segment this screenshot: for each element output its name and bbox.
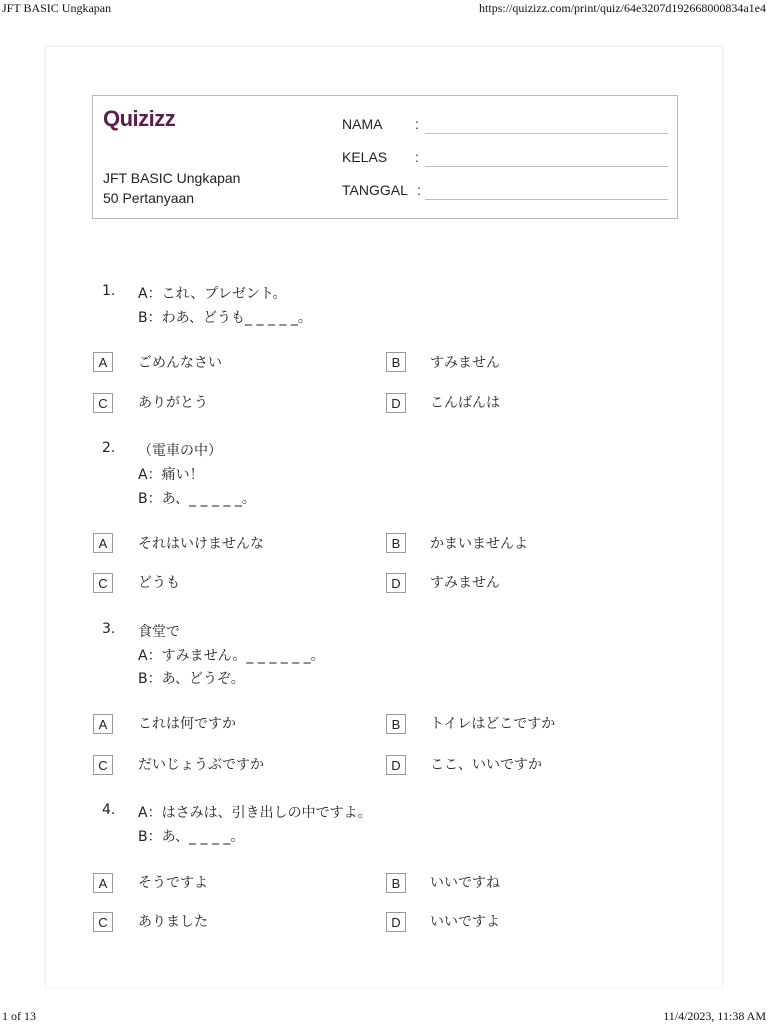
option-text[interactable]: それはいけませんな xyxy=(138,536,264,552)
option-text[interactable]: これは何ですか xyxy=(138,716,236,732)
option-letter-d[interactable]: D xyxy=(386,573,406,593)
option-text[interactable]: だいじょうぶですか xyxy=(138,757,264,773)
option-text[interactable]: いいですね xyxy=(430,875,500,891)
question-text: B：あ、_ _ _ _。 xyxy=(138,829,245,845)
page-counter: 1 of 13 xyxy=(2,1009,36,1023)
option-text[interactable]: すみません xyxy=(430,575,500,591)
option-letter-c[interactable]: C xyxy=(93,573,113,593)
name-line xyxy=(425,133,668,134)
question-text: A：はさみは、引き出しの中ですよ。 xyxy=(138,805,372,821)
question-number: 2. xyxy=(102,440,116,456)
class-label: KELAS xyxy=(342,149,388,165)
question-number: 1. xyxy=(102,283,116,299)
option-text[interactable]: すみません xyxy=(430,355,500,371)
class-colon: : xyxy=(415,149,419,165)
option-letter-a[interactable]: A xyxy=(93,352,113,372)
option-text[interactable]: かまいませんよ xyxy=(430,536,528,552)
date-label: TANGGAL xyxy=(342,182,408,198)
name-colon: : xyxy=(415,116,419,132)
option-text[interactable]: どうも xyxy=(138,575,180,591)
quizizz-logo: Quizizz xyxy=(103,106,176,131)
option-letter-b[interactable]: B xyxy=(386,533,406,553)
class-line xyxy=(425,166,668,167)
document-url[interactable]: https://quizizz.com/print/quiz/64e3207d192668000834a1e4 xyxy=(479,1,766,15)
option-text[interactable]: こんばんは xyxy=(430,395,500,411)
option-letter-d[interactable]: D xyxy=(386,755,406,775)
print-header xyxy=(0,0,768,16)
date-colon: : xyxy=(417,182,421,198)
date-line xyxy=(425,199,668,200)
question-text: （電車の中） xyxy=(138,443,222,459)
question-text: A：これ、プレゼント。 xyxy=(138,286,287,302)
option-letter-b[interactable]: B xyxy=(386,714,406,734)
document-title: JFT BASIC Ungkapan xyxy=(2,1,112,15)
question-count: 50 Pertanyaan xyxy=(103,190,195,206)
option-letter-b[interactable]: B xyxy=(386,873,406,893)
option-letter-a[interactable]: A xyxy=(93,533,113,553)
question-text: B：あ、_ _ _ _ _。 xyxy=(138,491,256,507)
option-text[interactable]: そうですよ xyxy=(138,875,208,891)
quiz-sheet xyxy=(45,46,723,987)
name-field xyxy=(342,112,668,134)
option-text[interactable]: ありがとう xyxy=(138,395,208,411)
option-letter-b[interactable]: B xyxy=(386,352,406,372)
option-letter-c[interactable]: C xyxy=(93,755,113,775)
date-field xyxy=(342,178,668,200)
option-text[interactable]: いいですよ xyxy=(430,914,500,930)
option-text[interactable]: ここ、いいですか xyxy=(430,757,542,773)
option-letter-a[interactable]: A xyxy=(93,714,113,734)
name-label: NAMA xyxy=(342,116,383,132)
option-letter-d[interactable]: D xyxy=(386,393,406,413)
question-number: 3. xyxy=(102,621,116,637)
question-text: 食堂で xyxy=(138,624,180,640)
option-letter-c[interactable]: C xyxy=(93,393,113,413)
question-text: A：痛い！ xyxy=(138,467,204,483)
question-text: A：すみません。_ _ _ _ _ _。 xyxy=(138,648,325,664)
class-field xyxy=(342,145,668,167)
print-footer xyxy=(0,1008,768,1024)
question-number: 4. xyxy=(102,802,116,818)
option-letter-c[interactable]: C xyxy=(93,912,113,932)
option-text[interactable]: ごめんなさい xyxy=(138,355,222,371)
option-letter-d[interactable]: D xyxy=(386,912,406,932)
option-text[interactable]: トイレはどこですか xyxy=(430,716,556,732)
print-datetime: 11/4/2023, 11:38 AM xyxy=(663,1009,766,1023)
option-text[interactable]: ありました xyxy=(138,914,208,930)
quiz-title: JFT BASIC Ungkapan xyxy=(103,170,241,186)
question-text: B：あ、どうぞ。 xyxy=(138,671,245,687)
option-letter-a[interactable]: A xyxy=(93,873,113,893)
question-text: B：わあ、どうも_ _ _ _ _。 xyxy=(138,310,312,326)
student-info-box xyxy=(92,95,678,219)
